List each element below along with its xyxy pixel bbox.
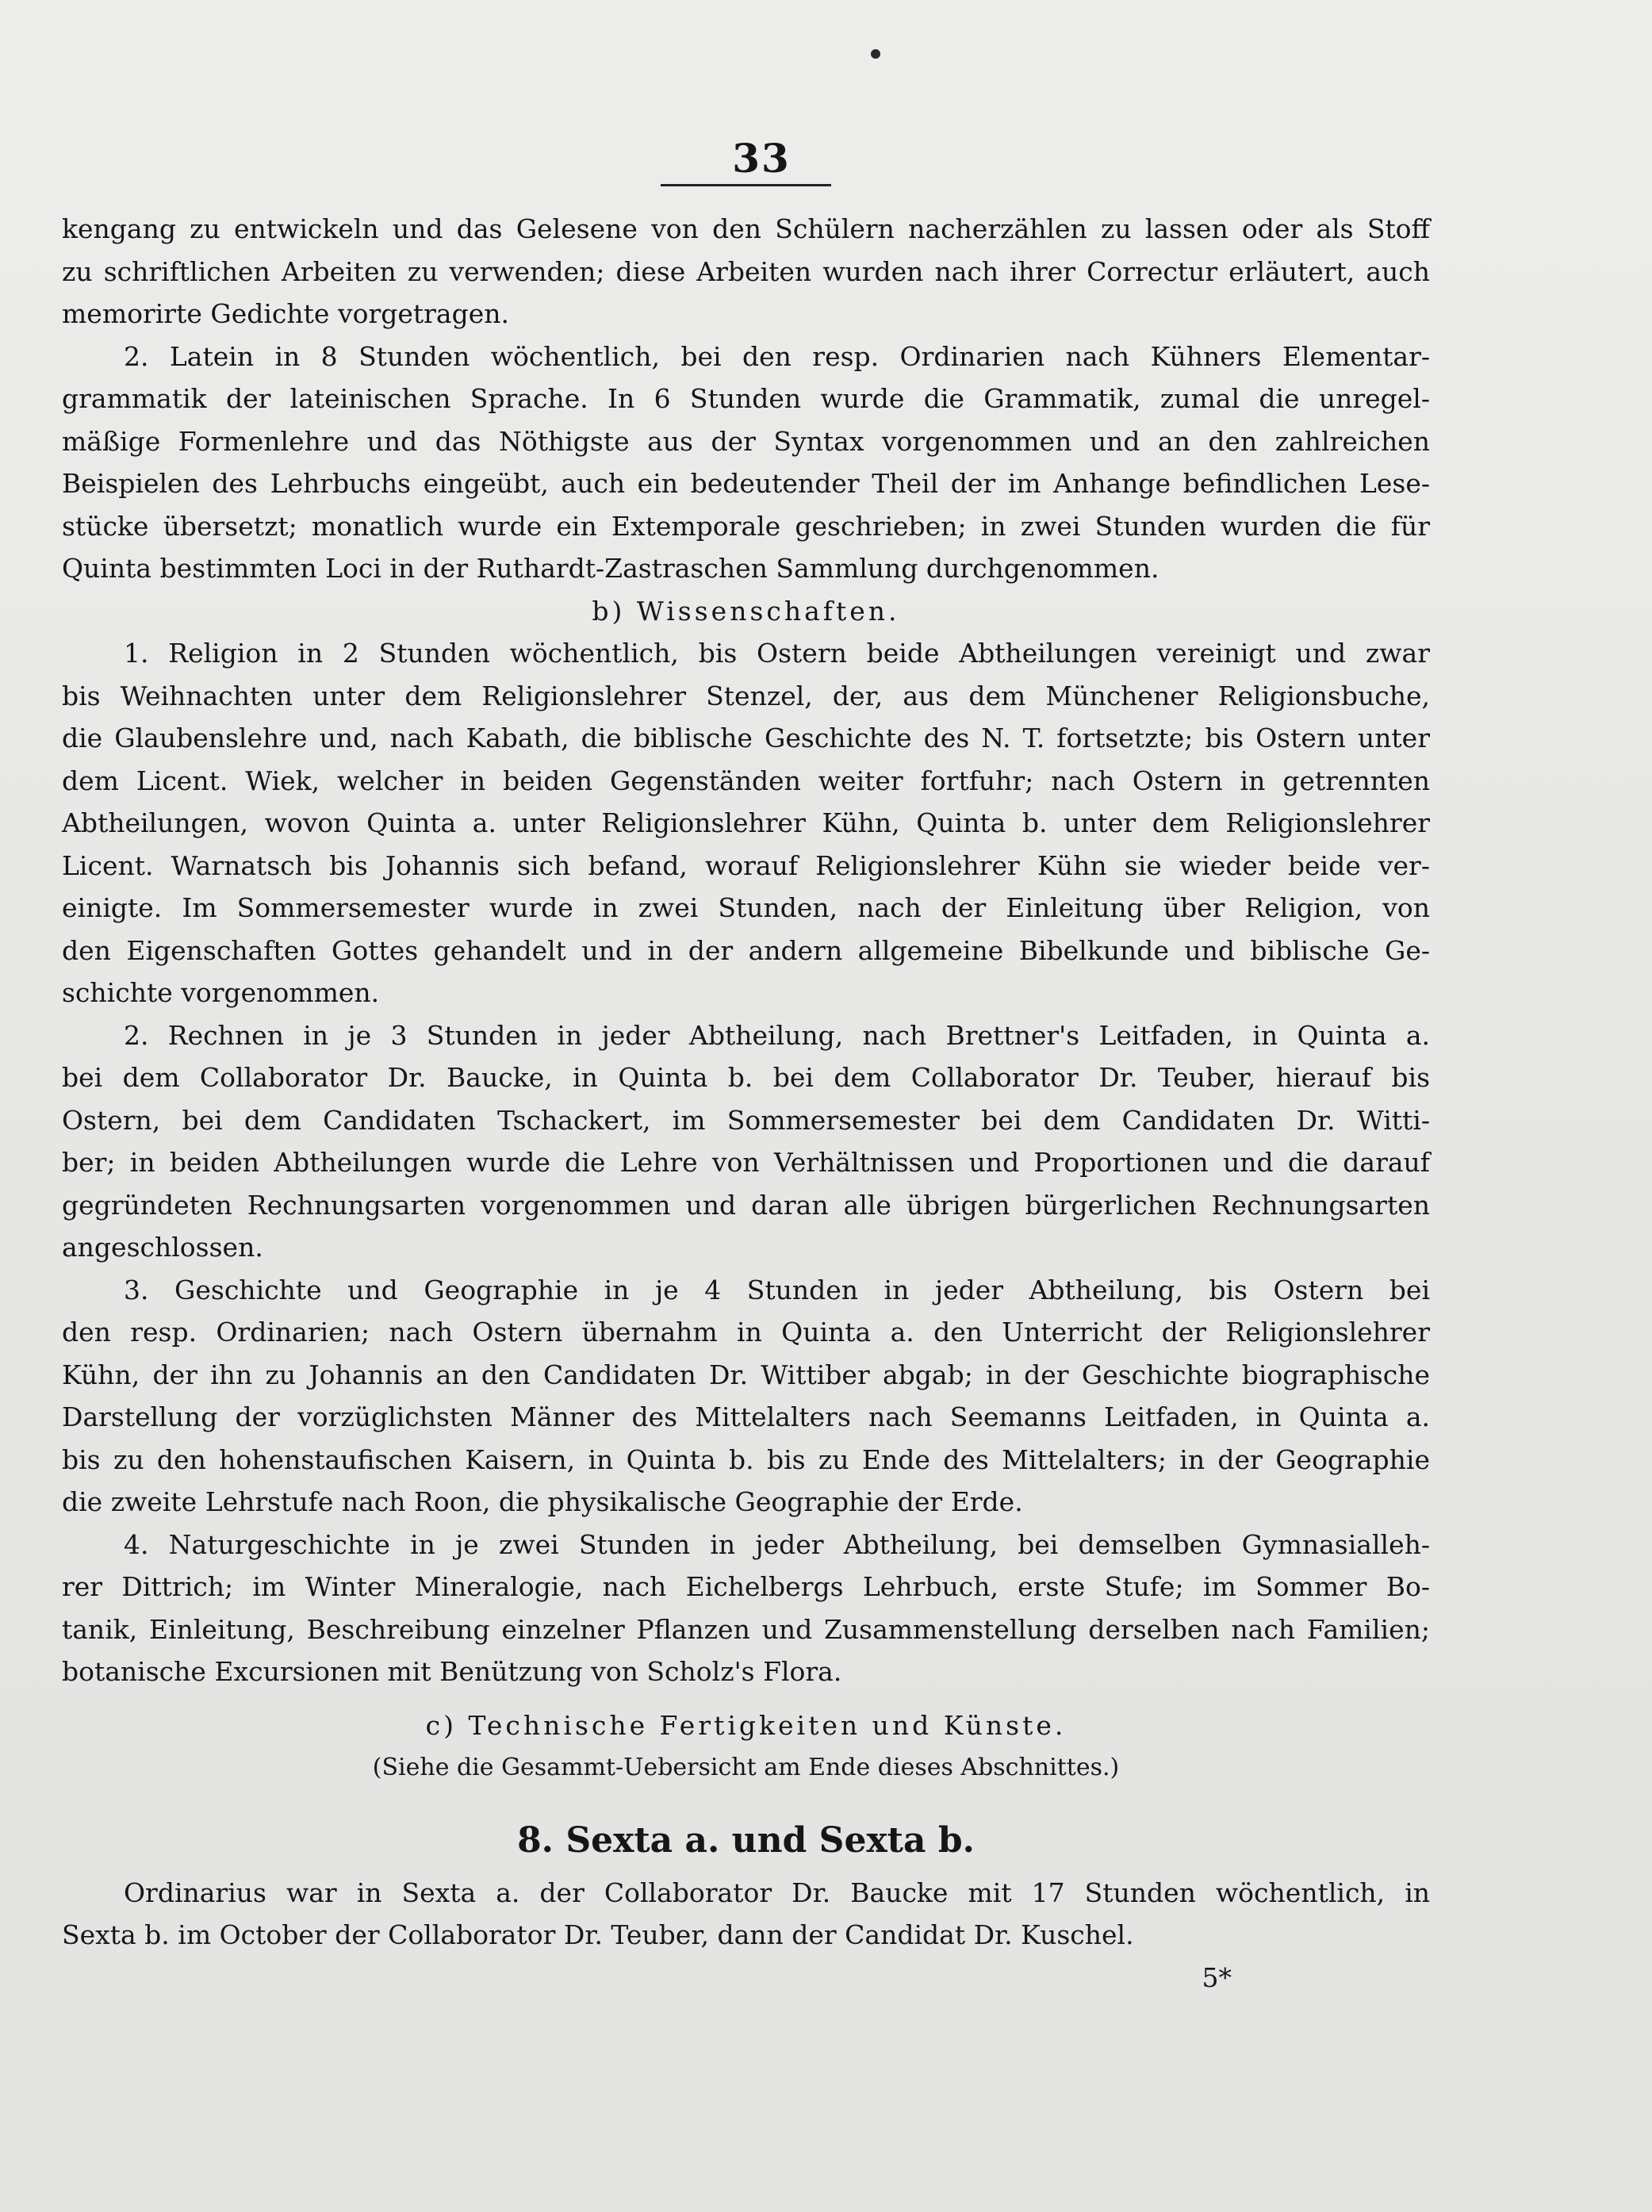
page-number-rule [661,184,831,186]
page-number: 33 [732,135,791,182]
body-text [62,208,1430,1999]
text-line: angeschlossen. [62,1232,263,1263]
section-heading-c: c) Technische Fertigkeiten und Künste. [425,1709,1067,1741]
text-line: Ostern, bei dem Candidaten Tschackert, im Sommersemester bei dem Candidaten Dr. Witti- [62,1104,1430,1136]
text-line: 1. Religion in 2 Stunden wöchentlich, bis Ostern beide Abtheilungen vereinigt und zwar [124,638,1430,669]
text-line: schichte vorgenommen. [62,977,380,1008]
text-line: bei dem Collaborator Dr. Baucke, in Quinta b. bei dem Collaborator Dr. Teuber, hierauf bis [62,1062,1430,1093]
text-line: memorirte Gedichte vorgetragen. [62,298,509,329]
text-line: bis zu den hohenstaufischen Kaisern, in Quinta b. bis zu Ende des Mittelalters; in der Geographie [62,1443,1430,1475]
text-line: 2. Latein in 8 Stunden wöchentlich, bei den resp. Ordinarien nach Kühners Elementar- [124,340,1430,372]
text-line: Sexta b. im October der Collaborator Dr. Teuber, dann der Candidat Dr. Kuschel. [62,1919,1134,1950]
signature-mark: 5* [1202,1961,1232,1993]
text-line: 4. Naturgeschichte in je zwei Stunden in jeder Abtheilung, bei demselben Gymnasialleh- [124,1528,1430,1560]
text-line: kengang zu entwickeln und das Gelesene von den Schülern nacherzählen zu lassen oder als Stoff [62,213,1430,244]
text-line: 2. Rechnen in je 3 Stunden in jeder Abtheilung, nach Brettner's Leitfaden, in Quinta a. [124,1019,1430,1051]
text-line: die zweite Lehrstufe nach Roon, die physikalische Geographie der Erde. [62,1486,1023,1517]
text-line: den resp. Ordinarien; nach Ostern übernahm in Quinta a. den Unterricht der Religionslehrer [62,1317,1430,1348]
text-line: Ordinarius war in Sexta a. der Collaborator Dr. Baucke mit 17 Stunden wöchentlich, in [124,1877,1430,1908]
text-line: einigte. Im Sommersemester wurde in zwei Stunden, nach der Einleitung über Religion, von [62,892,1430,923]
text-line: grammatik der lateinischen Sprache. In 6 Stunden wurde die Grammatik, zumal die unregel- [62,383,1430,414]
text-line: Quinta bestimmten Loci in der Ruthardt-Zastraschen Sammlung durchgenommen. [62,553,1159,584]
spacer [62,1789,1430,1810]
text-line: tanik, Einleitung, Beschreibung einzelner Pflanzen und Zusammenstellung derselben nach Familien; [62,1613,1430,1645]
spacer [62,1693,1430,1704]
ink-dot [871,49,880,59]
text-line: zu schriftlichen Arbeiten zu verwenden; diese Arbeiten wurden nach ihrer Correctur erläutert, auch [62,255,1430,287]
section-heading-b: b) Wissenschaften. [592,595,900,627]
text-line: mäßige Formenlehre und das Nöthigste aus der Syntax vorgenommen und an den zahlreichen [62,425,1430,457]
text-line: Darstellung der vorzüglichsten Männer des Mittelalters nach Seemanns Leitfaden, in Quinta a. [62,1401,1430,1432]
text-line: stücke übersetzt; monatlich wurde ein Extemporale geschrieben; in zwei Stunden wurden die für [62,510,1430,542]
text-line: Beispielen des Lehrbuchs eingeübt, auch ein bedeutender Theil der im Anhange befindlichen Lese- [62,468,1430,499]
text-line: Abtheilungen, wovon Quinta a. unter Religionslehrer Kühn, Quinta b. unter dem Religionslehrer [62,807,1430,838]
text-line: den Eigenschaften Gottes gehandelt und in der andern allgemeine Bibelkunde und biblische Ge- [62,934,1430,966]
text-line: ber; in beiden Abtheilungen wurde die Lehre von Verhältnissen und Proportionen und die darauf [62,1147,1430,1178]
text-line: bis Weihnachten unter dem Religionslehrer Stenzel, der, aus dem Münchener Religionsbuche, [62,680,1430,711]
text-line: 3. Geschichte und Geographie in je 4 Stunden in jeder Abtheilung, bis Ostern bei [124,1274,1430,1305]
text-line: botanische Excursionen mit Benützung von Scholz's Flora. [62,1656,842,1687]
text-line: Kühn, der ihn zu Johannis an den Candidaten Dr. Wittiber abgab; in der Geschichte biographische [62,1359,1430,1390]
section-heading-8: 8. Sexta a. und Sexta b. [517,1819,975,1861]
text-line: gegründeten Rechnungsarten vorgenommen und daran alle übrigen bürgerlichen Rechnungsarten [62,1189,1430,1221]
text-line: rer Dittrich; im Winter Mineralogie, nach Eichelbergs Lehrbuch, erste Stufe; im Sommer Bo- [62,1571,1430,1602]
text-line: die Glaubenslehre und, nach Kabath, die biblische Geschichte des N. T. fortsetzte; bis Ostern unter [62,723,1430,753]
text-line: dem Licent. Wiek, welcher in beiden Gegenständen weiter fortfuhr; nach Ostern in getrennten [62,765,1430,796]
section-note: (Siehe die Gesammt-Uebersicht am Ende dieses Abschnittes.) [372,1754,1120,1781]
text-line: Licent. Warnatsch bis Johannis sich befand, worauf Religionslehrer Kühn sie wieder beide ver- [62,849,1430,881]
